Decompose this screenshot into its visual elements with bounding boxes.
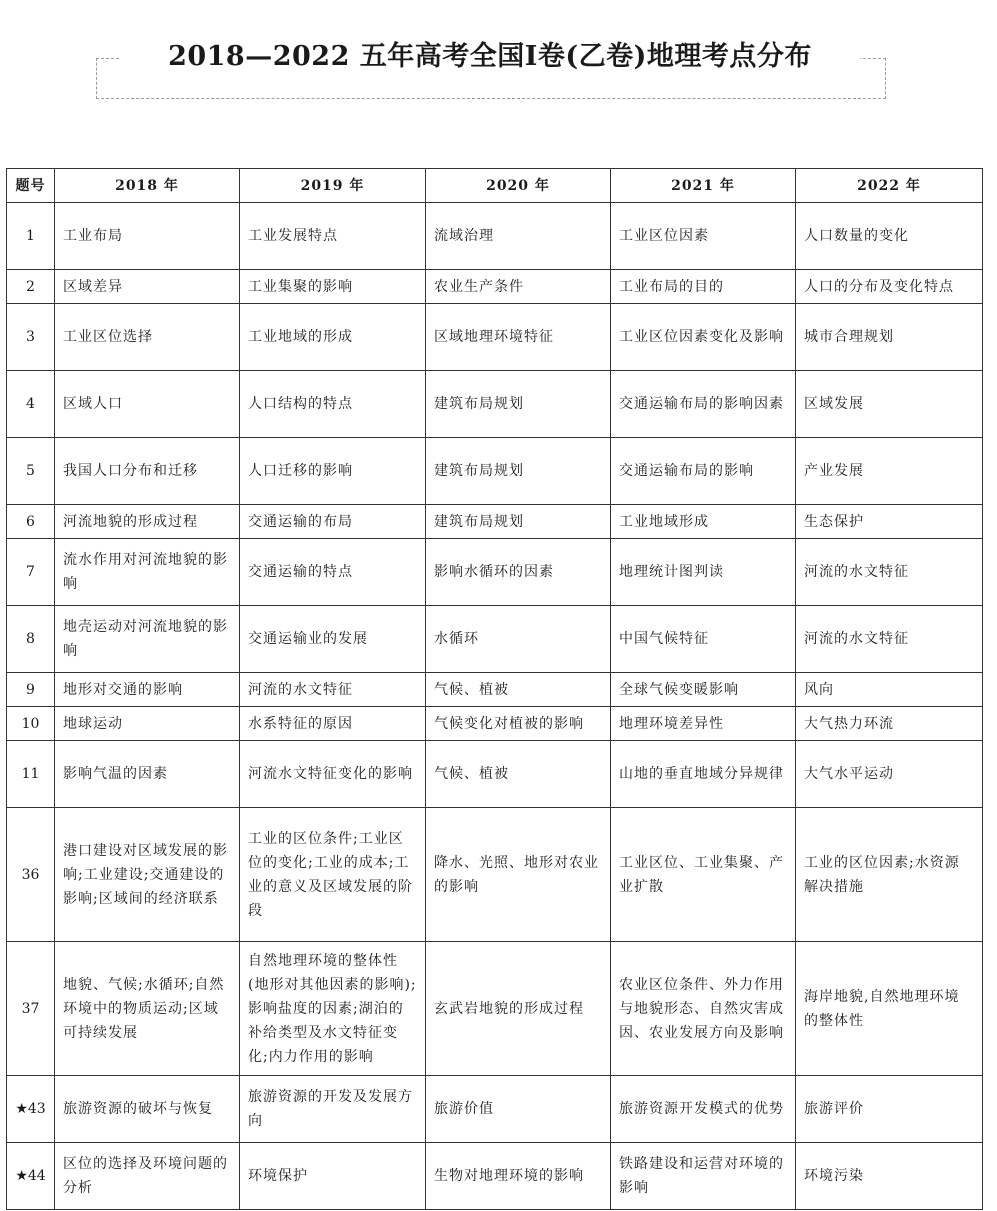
topic-cell-2019: 工业发展特点 xyxy=(240,203,426,270)
topic-cell-2019: 交通运输业的发展 xyxy=(240,606,426,673)
topic-cell-2019: 河流水文特征变化的影响 xyxy=(240,741,426,808)
topic-cell-2018: 区域差异 xyxy=(55,270,240,304)
topic-cell-2022: 河流的水文特征 xyxy=(796,606,983,673)
topic-cell-2021: 工业区位、工业集聚、产业扩散 xyxy=(611,808,796,942)
title-banner xyxy=(96,40,886,98)
topic-cell-2018: 港口建设对区域发展的影响;工业建设;交通建设的影响;区域间的经济联系 xyxy=(55,808,240,942)
topic-cell-2019: 工业地域的形成 xyxy=(240,304,426,371)
question-number-cell: 11 xyxy=(7,741,55,808)
topic-cell-2020: 建筑布局规划 xyxy=(426,505,611,539)
topic-cell-2019: 环境保护 xyxy=(240,1143,426,1210)
topic-cell-2020: 气候、植被 xyxy=(426,673,611,707)
topic-cell-2020: 生物对地理环境的影响 xyxy=(426,1143,611,1210)
topic-cell-2021: 工业布局的目的 xyxy=(611,270,796,304)
header-2019: 2019 年 xyxy=(240,169,426,203)
topic-cell-2022: 河流的水文特征 xyxy=(796,539,983,606)
topic-cell-2020: 建筑布局规划 xyxy=(426,438,611,505)
topic-cell-2021: 地理统计图判读 xyxy=(611,539,796,606)
topic-cell-2018: 区域人口 xyxy=(55,371,240,438)
topic-cell-2019: 旅游资源的开发及发展方向 xyxy=(240,1076,426,1143)
topic-cell-2020: 水循环 xyxy=(426,606,611,673)
header-question-no: 题号 xyxy=(7,169,55,203)
topic-cell-2020: 气候、植被 xyxy=(426,741,611,808)
question-number-cell: 9 xyxy=(7,673,55,707)
topic-cell-2020: 影响水循环的因素 xyxy=(426,539,611,606)
question-number-cell: 4 xyxy=(7,371,55,438)
exam-topics-table xyxy=(6,168,983,1210)
topic-cell-2020: 降水、光照、地形对农业的影响 xyxy=(426,808,611,942)
topic-cell-2018: 工业区位选择 xyxy=(55,304,240,371)
table-row xyxy=(7,1076,983,1143)
topic-cell-2019: 交通运输的布局 xyxy=(240,505,426,539)
table-row xyxy=(7,606,983,673)
topic-cell-2018: 工业布局 xyxy=(55,203,240,270)
table-row xyxy=(7,942,983,1076)
topic-cell-2019: 水系特征的原因 xyxy=(240,707,426,741)
topic-cell-2022: 大气水平运动 xyxy=(796,741,983,808)
table-row xyxy=(7,539,983,606)
topic-cell-2021: 铁路建设和运营对环境的影响 xyxy=(611,1143,796,1210)
question-number-cell: 1 xyxy=(7,203,55,270)
table-row xyxy=(7,371,983,438)
topic-cell-2021: 工业地域形成 xyxy=(611,505,796,539)
topic-cell-2019: 河流的水文特征 xyxy=(240,673,426,707)
table-row xyxy=(7,203,983,270)
topic-cell-2022: 旅游评价 xyxy=(796,1076,983,1143)
topic-cell-2018: 区位的选择及环境问题的分析 xyxy=(55,1143,240,1210)
topic-cell-2021: 地理环境差异性 xyxy=(611,707,796,741)
topic-cell-2018: 地壳运动对河流地貌的影响 xyxy=(55,606,240,673)
question-number-cell: 8 xyxy=(7,606,55,673)
topic-cell-2018: 旅游资源的破坏与恢复 xyxy=(55,1076,240,1143)
topic-cell-2022: 人口数量的变化 xyxy=(796,203,983,270)
topic-cell-2018: 地球运动 xyxy=(55,707,240,741)
topic-cell-2018: 地形对交通的影响 xyxy=(55,673,240,707)
topic-cell-2018: 流水作用对河流地貌的影响 xyxy=(55,539,240,606)
table-row xyxy=(7,304,983,371)
question-number-cell: 6 xyxy=(7,505,55,539)
topic-cell-2022: 大气热力环流 xyxy=(796,707,983,741)
header-2020: 2020 年 xyxy=(426,169,611,203)
topic-cell-2019: 工业的区位条件;工业区位的变化;工业的成本;工业的意义及区域发展的阶段 xyxy=(240,808,426,942)
question-number-cell: 7 xyxy=(7,539,55,606)
table-header-row xyxy=(7,169,983,203)
topic-cell-2021: 工业区位因素 xyxy=(611,203,796,270)
topic-cell-2020: 农业生产条件 xyxy=(426,270,611,304)
header-2021: 2021 年 xyxy=(611,169,796,203)
question-number-cell: 37 xyxy=(7,942,55,1076)
topic-cell-2022: 产业发展 xyxy=(796,438,983,505)
question-number-cell: 3 xyxy=(7,304,55,371)
topic-cell-2022: 生态保护 xyxy=(796,505,983,539)
topic-cell-2021: 工业区位因素变化及影响 xyxy=(611,304,796,371)
table-row xyxy=(7,438,983,505)
page-title: 2018—2022 五年高考全国Ⅰ卷(乙卷)地理考点分布 xyxy=(120,40,860,74)
topic-cell-2018: 我国人口分布和迁移 xyxy=(55,438,240,505)
topic-cell-2018: 地貌、气候;水循环;自然环境中的物质运动;区域可持续发展 xyxy=(55,942,240,1076)
topic-cell-2019: 交通运输的特点 xyxy=(240,539,426,606)
question-number-cell: 2 xyxy=(7,270,55,304)
topic-cell-2022: 海岸地貌,自然地理环境的整体性 xyxy=(796,942,983,1076)
topic-cell-2019: 人口迁移的影响 xyxy=(240,438,426,505)
topic-cell-2020: 建筑布局规划 xyxy=(426,371,611,438)
topic-cell-2020: 气候变化对植被的影响 xyxy=(426,707,611,741)
question-number-cell: 10 xyxy=(7,707,55,741)
topic-cell-2020: 区域地理环境特征 xyxy=(426,304,611,371)
question-number-cell: 5 xyxy=(7,438,55,505)
topic-cell-2021: 中国气候特征 xyxy=(611,606,796,673)
table-row xyxy=(7,707,983,741)
topic-cell-2021: 全球气候变暖影响 xyxy=(611,673,796,707)
topic-cell-2022: 环境污染 xyxy=(796,1143,983,1210)
topic-cell-2020: 旅游价值 xyxy=(426,1076,611,1143)
question-number-cell: 36 xyxy=(7,808,55,942)
topic-cell-2018: 影响气温的因素 xyxy=(55,741,240,808)
topic-cell-2019: 自然地理环境的整体性(地形对其他因素的影响);影响盐度的因素;湖泊的补给类型及水文特征变化;内力作用的影响 xyxy=(240,942,426,1076)
table-row xyxy=(7,808,983,942)
topic-cell-2021: 农业区位条件、外力作用与地貌形态、自然灾害成因、农业发展方向及影响 xyxy=(611,942,796,1076)
table-row xyxy=(7,505,983,539)
topic-cell-2018: 河流地貌的形成过程 xyxy=(55,505,240,539)
topic-cell-2021: 山地的垂直地域分异规律 xyxy=(611,741,796,808)
table-row xyxy=(7,270,983,304)
table-row xyxy=(7,741,983,808)
topic-cell-2022: 风向 xyxy=(796,673,983,707)
topic-cell-2021: 交通运输布局的影响因素 xyxy=(611,371,796,438)
question-number-cell: ★43 xyxy=(7,1076,55,1143)
topic-cell-2020: 玄武岩地貌的形成过程 xyxy=(426,942,611,1076)
topic-cell-2019: 工业集聚的影响 xyxy=(240,270,426,304)
header-2018: 2018 年 xyxy=(55,169,240,203)
header-2022: 2022 年 xyxy=(796,169,983,203)
topic-cell-2019: 人口结构的特点 xyxy=(240,371,426,438)
question-number-cell: ★44 xyxy=(7,1143,55,1210)
topic-cell-2022: 区域发展 xyxy=(796,371,983,438)
topic-cell-2022: 城市合理规划 xyxy=(796,304,983,371)
topic-cell-2022: 工业的区位因素;水资源解决措施 xyxy=(796,808,983,942)
topic-cell-2021: 旅游资源开发模式的优势 xyxy=(611,1076,796,1143)
topic-cell-2022: 人口的分布及变化特点 xyxy=(796,270,983,304)
table-row xyxy=(7,673,983,707)
table-row xyxy=(7,1143,983,1210)
topic-cell-2021: 交通运输布局的影响 xyxy=(611,438,796,505)
topic-cell-2020: 流域治理 xyxy=(426,203,611,270)
